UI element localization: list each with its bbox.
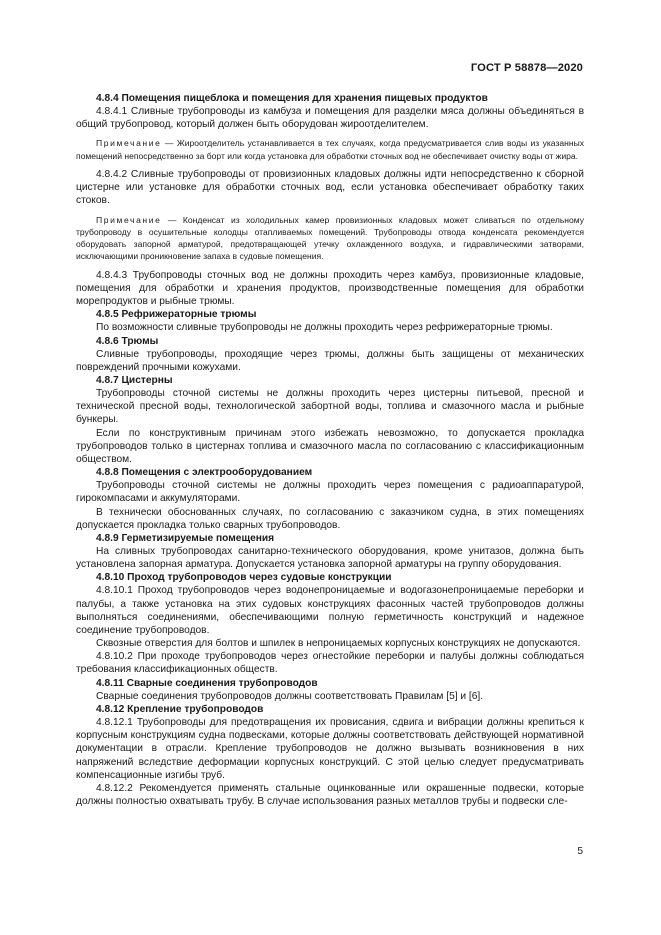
section-heading: 4.8.4 Помещения пищеблока и помещения для хранения пищевых продуктов xyxy=(96,93,488,104)
paragraph: Сварные соединения трубопроводов должны соответствовать Правилам [5] и [6]. xyxy=(96,690,484,702)
note-text: — Конденсат из холодильных камер провизионных кладовых может сливаться по отдельному трубопроводу в осушительные колодцы отапливаемых помещений. Трубопроводы отвода конденсата рекомендуется оборудовать запорной арматурой, предотвращающей утечку охлажденного воздуха, и гидравлическими затворами, исключающими проникновение запаха в судовые помещения. xyxy=(76,214,584,262)
note xyxy=(76,137,584,162)
paragraph: 4.8.4.2 Сливные трубопроводы от провизионных кладовых должны идти непосредственно к сборной цистерне или установке для обработки сточных вод, если установка обеспечивает обработку таких стоков. xyxy=(76,169,584,207)
section-heading: 4.8.9 Герметизируемые помещения xyxy=(96,532,275,544)
paragraph: 4.8.12.2 Рекомендуется применять стальные оцинкованные или окрашенные подвески, которые должны полностью охватывать трубу. В случае использования разных металлов трубы и подвески сле- xyxy=(76,782,584,807)
paragraph: По возможности сливные трубопроводы не должны проходить через рефрижераторные трюмы. xyxy=(96,322,553,334)
paragraph: 4.8.10.2 При проходе трубопроводов через огнестойкие переборки и палубы должны соблюдаться требования классификационных обществ. xyxy=(76,651,584,676)
section-heading: 4.8.6 Трюмы xyxy=(96,335,159,347)
section-heading: 4.8.10 Проход трубопроводов через судовые конструкции xyxy=(96,572,392,584)
paragraph: Трубопроводы сточной системы не должны проходить через помещения с радиоаппаратурой, гирокомпасами и аккумуляторами. xyxy=(76,480,584,505)
paragraph: В технически обоснованных случаях, по согласованию с заказчиком судна, в этих помещениях допускается прокладка только сварных трубопроводов. xyxy=(76,506,584,531)
paragraph: Трубопроводы сточной системы не должны проходить через цистерны питьевой, пресной и технической пресной воды, технологической забортной воды, топлива и смазочного масла и рыбные бункеры. xyxy=(76,388,584,426)
document-body xyxy=(76,92,584,808)
section-heading: 4.8.12 Крепление трубопроводов xyxy=(96,703,264,715)
paragraph: 4.8.10.1 Проход трубопроводов через водонепроницаемые и водогазонепроницаемые переборки и палубы, а также установка на этих судовых конструкциях фасонных частей трубопроводов должны выполняться соединениями, обеспечивающими полную герметичность конструкций и надежное соединение трубопроводов. xyxy=(76,585,584,636)
note-text: — Жироотделитель устанавливается в тех случаях, когда предусматривается слив воды из указанных помещений непосредственно за борт или когда установка для обработки сточных вод не обеспечивает очистку воды от жира. xyxy=(76,138,584,161)
page-number: 5 xyxy=(577,846,583,857)
paragraph: 4.8.12.1 Трубопроводы для предотвращения их провисания, сдвига и вибрации должны крепиться к корпусным конструкциям судна подвесками, которые должны соответствовать действующей нормативной документации в отрасли. Крепление трубопроводов не должно вызывать возникновения в них напряжений вследствие деформации корпусных конструкций. С этой целью следует предусматривать компенсационные изгибы труб. xyxy=(76,717,584,781)
document-code: ГОСТ Р 58878—2020 xyxy=(470,62,583,74)
note-label: Примечание xyxy=(96,138,162,149)
paragraph: Если по конструктивным причинам этого избежать невозможно, то допускается прокладка трубопроводов только в цистернах топлива и смазочного масла по согласованию с классификационным обществом. xyxy=(76,427,584,465)
paragraph: Сливные трубопроводы, проходящие через трюмы, должны быть защищены от механических повреждений прочными кожухами. xyxy=(76,348,584,373)
paragraph: Сквозные отверстия для болтов и шпилек в непроницаемых корпусных конструкциях не допускаются. xyxy=(96,638,581,650)
paragraph: 4.8.4.3 Трубопроводы сточных вод не должны проходить через камбуз, провизионные кладовые, помещения для обработки и хранения продуктов, производственные помещения для обработки морепродуктов и рыбные трюмы. xyxy=(76,269,584,308)
section-heading: 4.8.7 Цистерны xyxy=(96,374,173,386)
note xyxy=(76,214,584,263)
section-heading: 4.8.5 Рефрижераторные трюмы xyxy=(96,309,257,321)
note-label: Примечание xyxy=(96,214,162,225)
section-heading: 4.8.8 Помещения с электрооборудованием xyxy=(96,467,313,479)
paragraph: 4.8.4.1 Сливные трубопроводы из камбуза и помещения для разделки мяса должны объединяться в общий трубопровод, который должен быть оборудован жироотделителем. xyxy=(76,106,584,131)
section-heading: 4.8.11 Сварные соединения трубопроводов xyxy=(96,677,318,689)
paragraph: На сливных трубопроводах санитарно-технического оборудования, кроме унитазов, должна быть установлена запорная арматура. Допускается установка запорной арматуры на группу оборудования. xyxy=(76,546,584,571)
